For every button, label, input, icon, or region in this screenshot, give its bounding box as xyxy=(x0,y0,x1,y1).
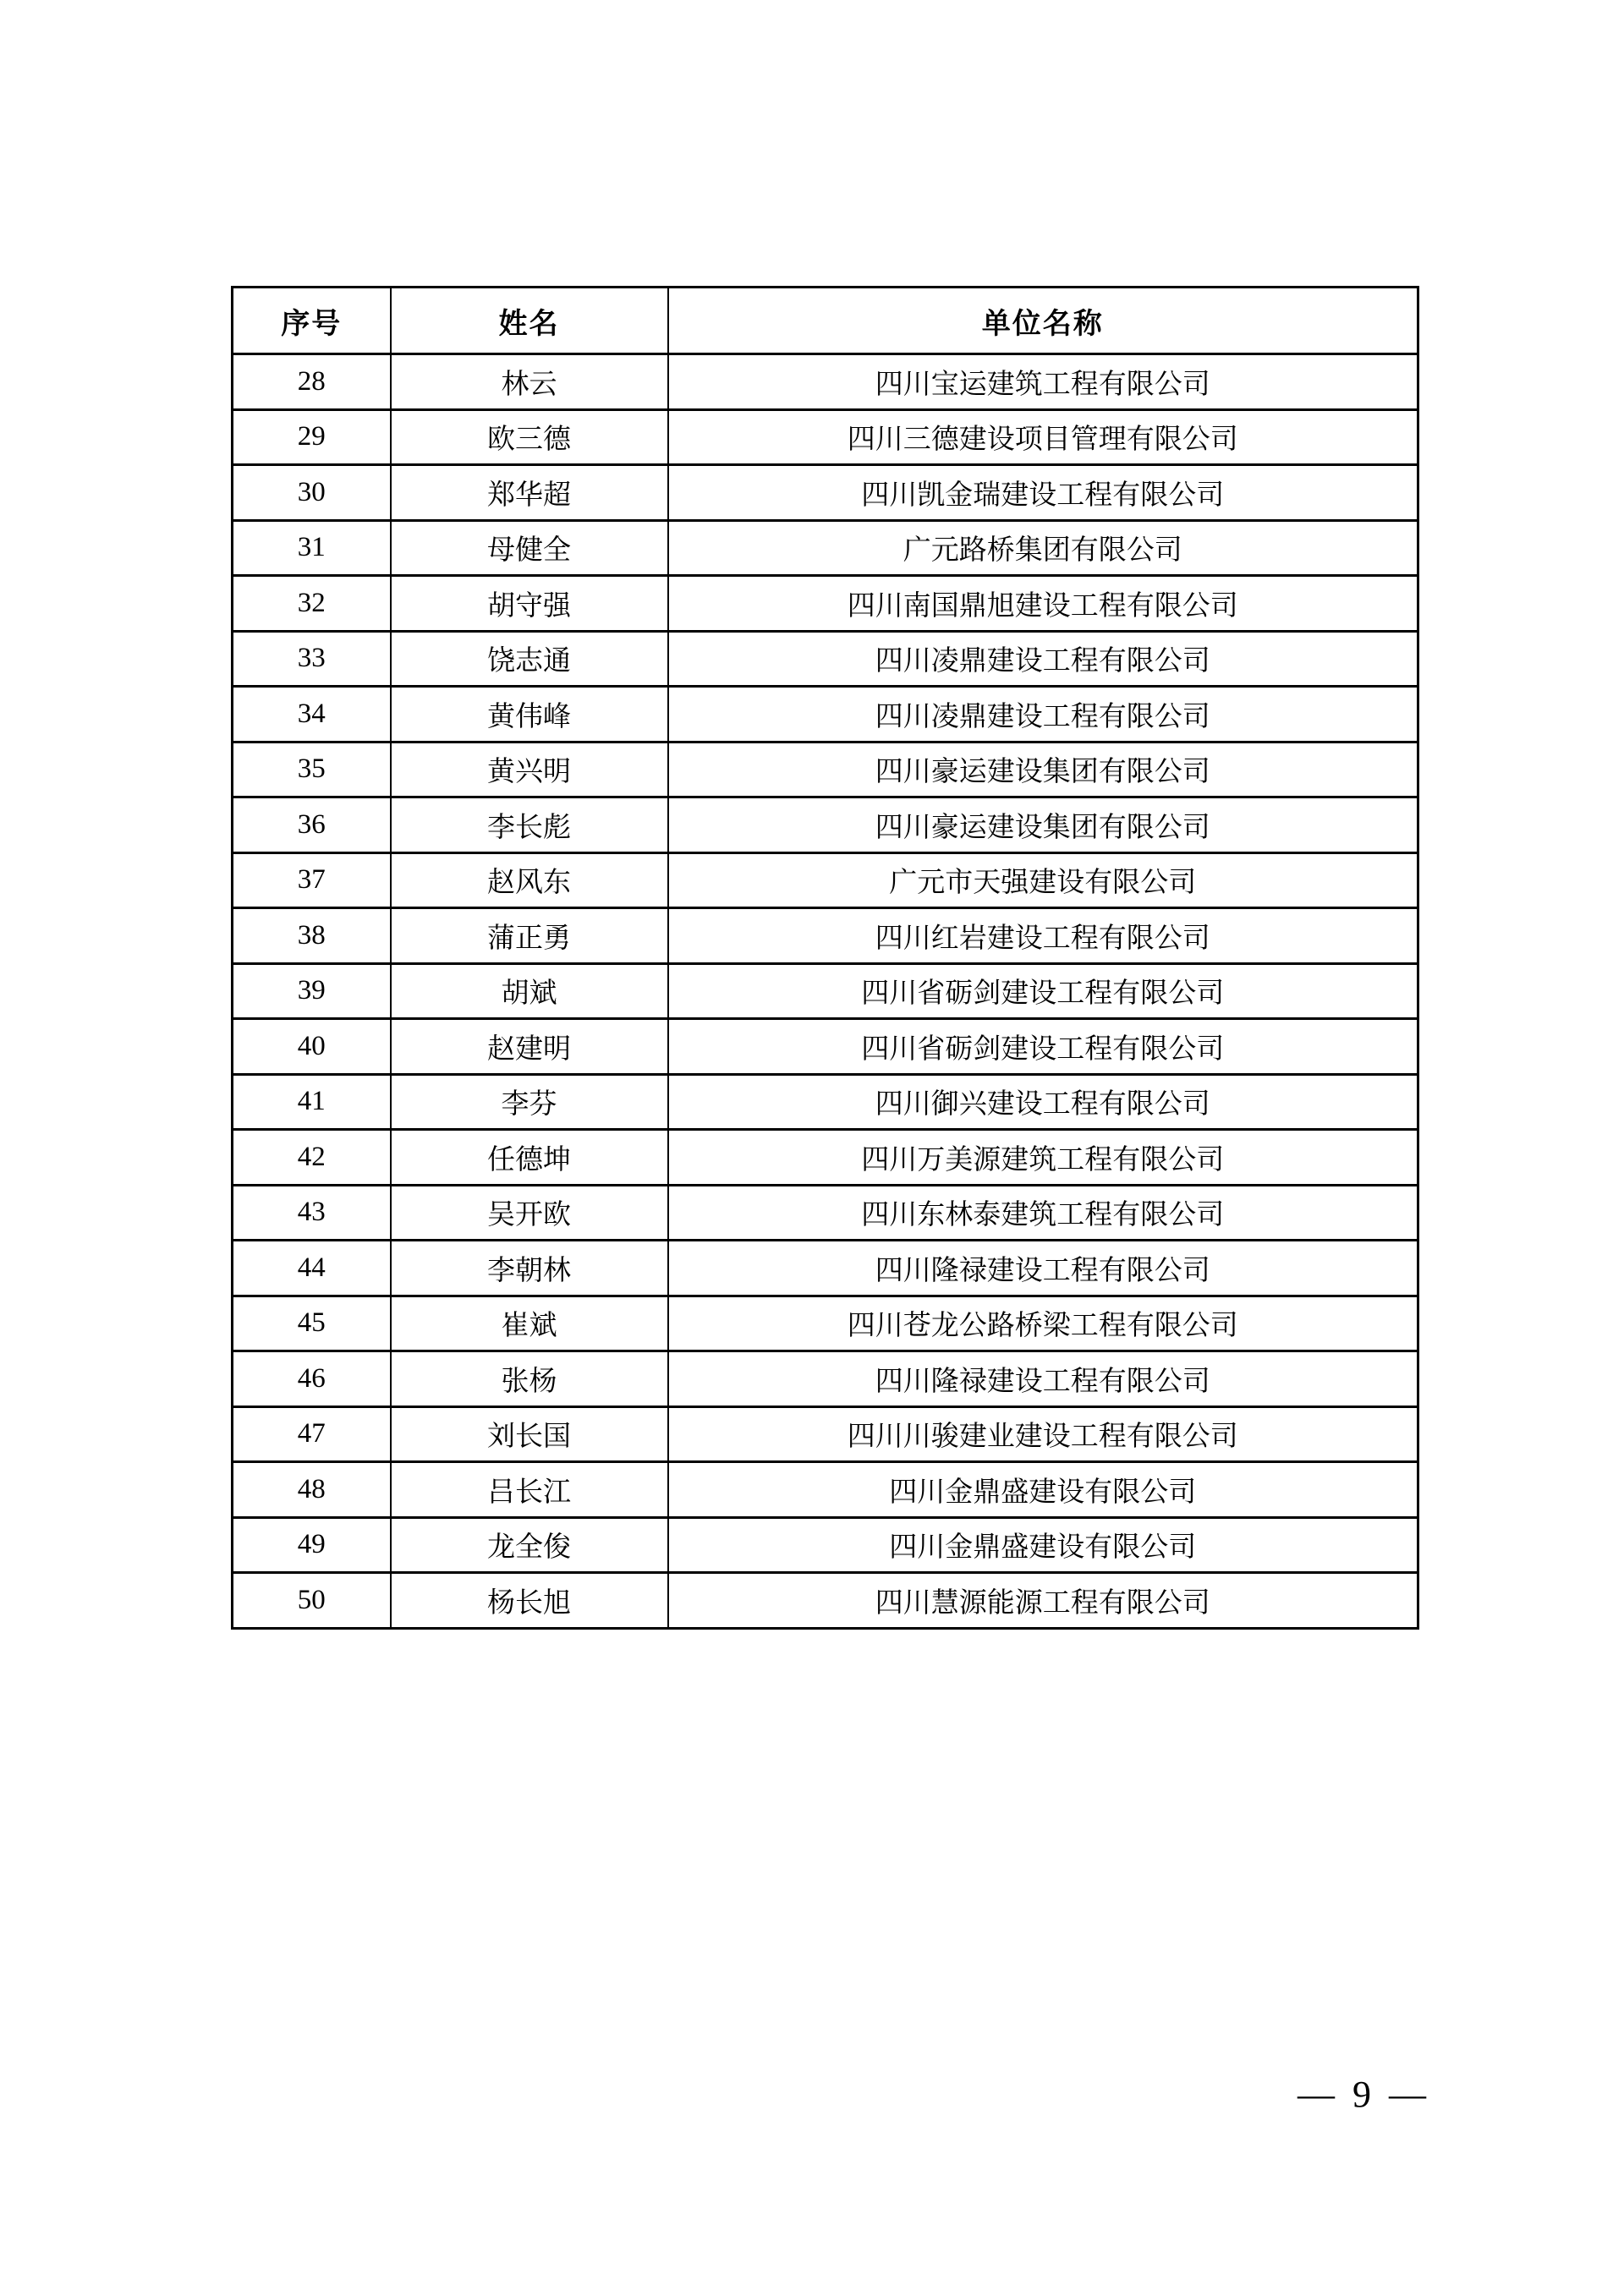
company-cell: 四川东林泰建筑工程有限公司 xyxy=(668,1185,1418,1241)
row-number-cell: 50 xyxy=(233,1573,391,1629)
company-cell: 四川凌鼎建设工程有限公司 xyxy=(668,631,1418,687)
column-header-serial-number: 序号 xyxy=(233,288,391,354)
row-number-cell: 29 xyxy=(233,409,391,465)
column-header-name: 姓名 xyxy=(391,288,668,354)
table-body xyxy=(233,354,1418,1629)
table-row xyxy=(233,465,1418,521)
name-cell: 胡守强 xyxy=(391,576,668,632)
row-number-cell: 32 xyxy=(233,576,391,632)
company-cell: 四川豪运建设集团有限公司 xyxy=(668,797,1418,853)
company-cell: 广元路桥集团有限公司 xyxy=(668,520,1418,576)
table-row xyxy=(233,1517,1418,1573)
name-cell: 赵建明 xyxy=(391,1019,668,1075)
row-number-cell: 28 xyxy=(233,354,391,410)
table-row xyxy=(233,963,1418,1019)
company-cell: 四川省砺剑建设工程有限公司 xyxy=(668,1019,1418,1075)
company-cell: 四川隆禄建设工程有限公司 xyxy=(668,1241,1418,1296)
company-cell: 四川御兴建设工程有限公司 xyxy=(668,1074,1418,1130)
table-row xyxy=(233,354,1418,410)
row-number-cell: 36 xyxy=(233,797,391,853)
name-cell: 任德坤 xyxy=(391,1130,668,1186)
column-header-company: 单位名称 xyxy=(668,288,1418,354)
table-row xyxy=(233,1462,1418,1518)
table-row xyxy=(233,576,1418,632)
row-number-cell: 35 xyxy=(233,742,391,797)
row-number-cell: 33 xyxy=(233,631,391,687)
table-row xyxy=(233,1074,1418,1130)
company-cell: 四川金鼎盛建设有限公司 xyxy=(668,1462,1418,1518)
row-number-cell: 49 xyxy=(233,1517,391,1573)
company-cell: 四川红岩建设工程有限公司 xyxy=(668,908,1418,964)
table-row xyxy=(233,742,1418,797)
name-cell: 欧三德 xyxy=(391,409,668,465)
company-cell: 四川凯金瑞建设工程有限公司 xyxy=(668,465,1418,521)
table-row xyxy=(233,409,1418,465)
row-number-cell: 38 xyxy=(233,908,391,964)
row-number-cell: 34 xyxy=(233,687,391,743)
row-number-cell: 43 xyxy=(233,1185,391,1241)
row-number-cell: 31 xyxy=(233,520,391,576)
name-cell: 赵风东 xyxy=(391,852,668,908)
company-cell: 四川三德建设项目管理有限公司 xyxy=(668,409,1418,465)
table-row xyxy=(233,1185,1418,1241)
company-cell: 四川苍龙公路桥梁工程有限公司 xyxy=(668,1296,1418,1351)
row-number-cell: 47 xyxy=(233,1406,391,1462)
table-row xyxy=(233,687,1418,743)
company-cell: 四川金鼎盛建设有限公司 xyxy=(668,1517,1418,1573)
company-cell: 四川豪运建设集团有限公司 xyxy=(668,742,1418,797)
company-cell: 四川慧源能源工程有限公司 xyxy=(668,1573,1418,1629)
table-row xyxy=(233,852,1418,908)
company-cell: 四川南国鼎旭建设工程有限公司 xyxy=(668,576,1418,632)
name-cell: 郑华超 xyxy=(391,465,668,521)
table-row xyxy=(233,908,1418,964)
page-number: — 9 — xyxy=(1298,2074,1426,2115)
table-row xyxy=(233,1130,1418,1186)
table-row xyxy=(233,1573,1418,1629)
table-row xyxy=(233,1241,1418,1296)
company-cell: 广元市天强建设有限公司 xyxy=(668,852,1418,908)
row-number-cell: 30 xyxy=(233,465,391,521)
name-cell: 母健全 xyxy=(391,520,668,576)
table-row xyxy=(233,631,1418,687)
row-number-cell: 40 xyxy=(233,1019,391,1075)
name-cell: 杨长旭 xyxy=(391,1573,668,1629)
name-cell: 李长彪 xyxy=(391,797,668,853)
row-number-cell: 42 xyxy=(233,1130,391,1186)
name-cell: 张杨 xyxy=(391,1351,668,1407)
row-number-cell: 41 xyxy=(233,1074,391,1130)
name-cell: 饶志通 xyxy=(391,631,668,687)
company-cell: 四川凌鼎建设工程有限公司 xyxy=(668,687,1418,743)
name-cell: 李朝林 xyxy=(391,1241,668,1296)
name-cell: 龙全俊 xyxy=(391,1517,668,1573)
name-cell: 蒲正勇 xyxy=(391,908,668,964)
table-header-row xyxy=(233,288,1418,354)
company-cell: 四川隆禄建设工程有限公司 xyxy=(668,1351,1418,1407)
table-row xyxy=(233,1019,1418,1075)
name-cell: 吴开欧 xyxy=(391,1185,668,1241)
name-cell: 李芬 xyxy=(391,1074,668,1130)
name-cell: 崔斌 xyxy=(391,1296,668,1351)
row-number-cell: 48 xyxy=(233,1462,391,1518)
name-cell: 吕长江 xyxy=(391,1462,668,1518)
row-number-cell: 45 xyxy=(233,1296,391,1351)
row-number-cell: 46 xyxy=(233,1351,391,1407)
row-number-cell: 44 xyxy=(233,1241,391,1296)
table-row xyxy=(233,1296,1418,1351)
company-cell: 四川万美源建筑工程有限公司 xyxy=(668,1130,1418,1186)
table-row xyxy=(233,1406,1418,1462)
table-row xyxy=(233,1351,1418,1407)
table-header xyxy=(233,288,1418,354)
row-number-cell: 37 xyxy=(233,852,391,908)
name-cell: 胡斌 xyxy=(391,963,668,1019)
name-cell: 黄兴明 xyxy=(391,742,668,797)
personnel-roster-table xyxy=(231,286,1419,1630)
company-cell: 四川省砺剑建设工程有限公司 xyxy=(668,963,1418,1019)
name-cell: 黄伟峰 xyxy=(391,687,668,743)
company-cell: 四川宝运建筑工程有限公司 xyxy=(668,354,1418,410)
company-cell: 四川川骏建业建设工程有限公司 xyxy=(668,1406,1418,1462)
row-number-cell: 39 xyxy=(233,963,391,1019)
name-cell: 林云 xyxy=(391,354,668,410)
table-row xyxy=(233,797,1418,853)
table-row xyxy=(233,520,1418,576)
name-cell: 刘长国 xyxy=(391,1406,668,1462)
